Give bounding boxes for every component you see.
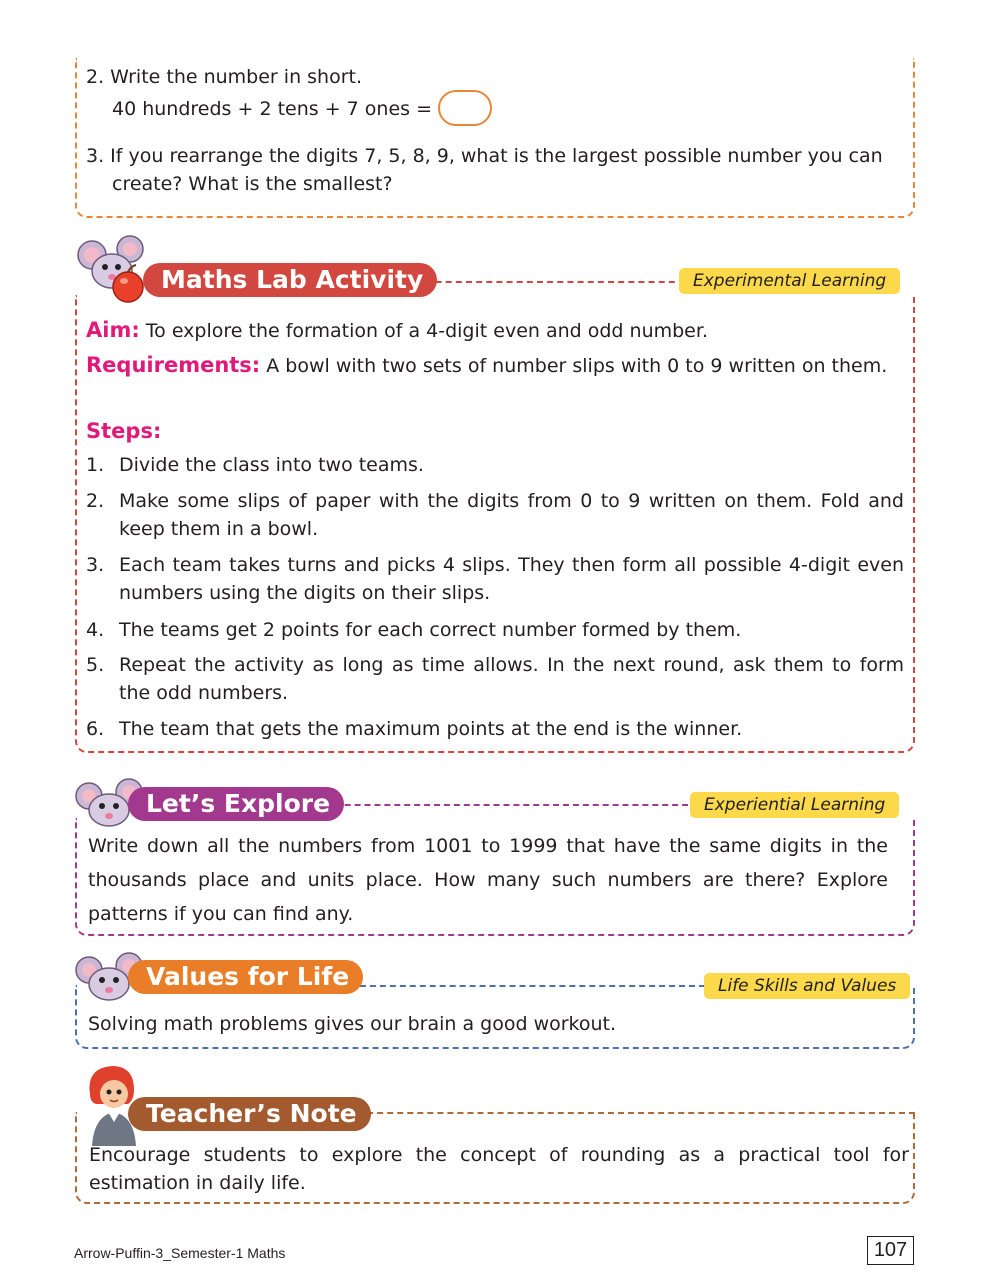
step-number: 2. <box>86 490 105 512</box>
requirements-line <box>86 351 904 380</box>
aim-text: To explore the formation of a 4-digit even and odd number. <box>145 320 708 342</box>
step-text: The teams get 2 points for each correct number formed by them. <box>119 619 742 641</box>
step-item <box>86 651 904 707</box>
steps-label: Steps: <box>86 419 162 443</box>
mouse-apple-mascot-icon <box>74 233 154 305</box>
values-top-rule <box>330 985 705 987</box>
lets-explore-tag: Experiential Learning <box>690 792 899 818</box>
requirements-label: Requirements: <box>86 353 261 377</box>
aim-label: Aim: <box>86 318 140 342</box>
lets-explore-top-rule <box>305 804 698 806</box>
teachers-note-top-rule <box>327 1112 915 1114</box>
step-text: Divide the class into two teams. <box>119 454 424 476</box>
teachers-note-text: Encourage students to explore the concept of rounding as a practical tool for estimation in daily life. <box>89 1144 909 1194</box>
step-number: 5. <box>86 654 105 676</box>
step-item <box>86 616 904 644</box>
footer-book-title: Arrow-Puffin-3_Semester-1 Maths <box>74 1245 286 1261</box>
maths-lab-tag: Experimental Learning <box>679 268 900 294</box>
step-number: 3. <box>86 554 105 576</box>
question-3-text: 3. If you rearrange the digits 7, 5, 8, 9, what is the largest possible number you can create? What is the smallest? <box>86 145 883 195</box>
answer-blank[interactable] <box>438 90 492 126</box>
values-tag: Life Skills and Values <box>704 973 910 999</box>
step-text: Each team takes turns and picks 4 slips. They then form all possible 4-digit even numbers using the digits on their slips. <box>119 554 904 604</box>
values-title: Values for Life <box>128 960 363 994</box>
lets-explore-text: Write down all the numbers from 1001 to 1999 that have the same digits in the thousands place and units place. How many such numbers are there? Explore patterns if you can find any. <box>88 835 888 925</box>
step-text: The team that gets the maximum points at the end is the winner. <box>119 718 743 740</box>
page-number: 107 <box>867 1236 914 1265</box>
step-item <box>86 551 904 607</box>
step-text: Repeat the activity as long as time allows. In the next round, ask them to form the odd numbers. <box>119 654 904 704</box>
question-2-expression: 40 hundreds + 2 tens + 7 ones = <box>112 98 432 120</box>
teachers-note-title: Teacher’s Note <box>128 1097 371 1131</box>
lets-explore-title: Let’s Explore <box>128 787 344 821</box>
question-2-title: 2. Write the number in short. <box>86 66 363 88</box>
maths-lab-title: Maths Lab Activity <box>143 263 437 297</box>
step-number: 4. <box>86 619 105 641</box>
requirements-text: A bowl with two sets of number slips with 0 to 9 written on them. <box>266 355 888 377</box>
step-item <box>86 715 904 743</box>
step-number: 1. <box>86 454 105 476</box>
values-text: Solving math problems gives our brain a good workout. <box>88 1013 617 1035</box>
aim-line <box>86 316 904 345</box>
maths-lab-top-rule <box>395 281 685 283</box>
step-item <box>86 451 904 479</box>
step-number: 6. <box>86 718 105 740</box>
step-item <box>86 487 904 543</box>
step-text: Make some slips of paper with the digits from 0 to 9 written on them. Fold and keep them in a bowl. <box>119 490 904 540</box>
